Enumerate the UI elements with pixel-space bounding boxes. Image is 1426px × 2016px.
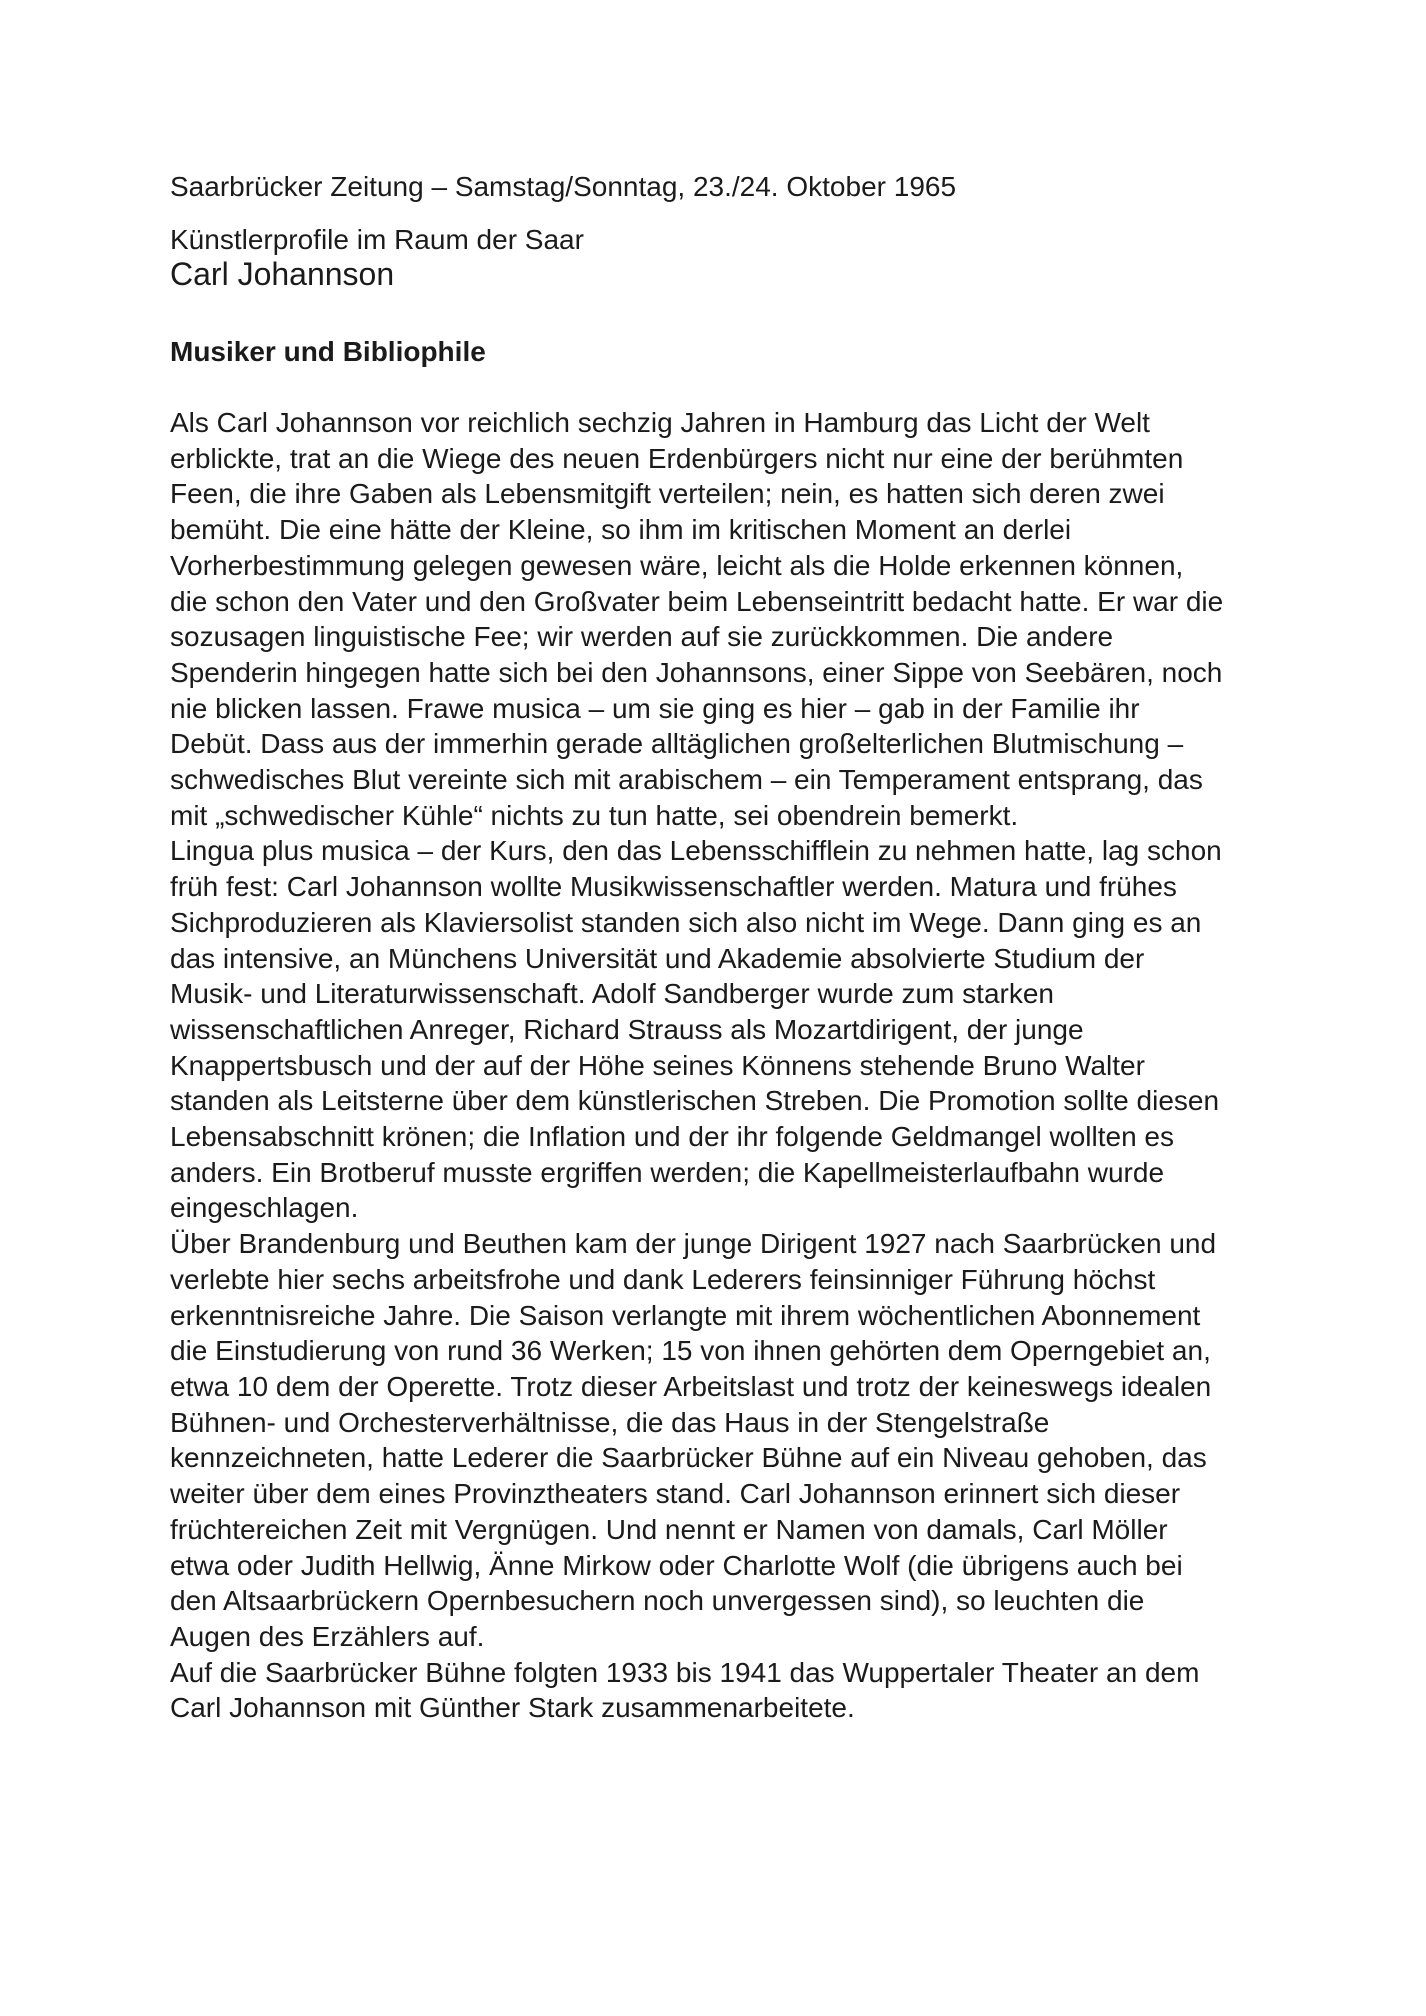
body-line: verlebte hier sechs arbeitsfrohe und dank Lederers feinsinniger Führung höchst [170,1263,1156,1295]
body-line: das intensive, an Münchens Universität und Akademie absolvierte Studium der [170,942,1145,974]
article-title: Carl Johannson [170,256,395,292]
body-line: standen als Leitsterne über dem künstlerischen Streben. Die Promotion sollte diesen [170,1085,1220,1117]
body-line: Vorherbestimmung gelegen gewesen wäre, leicht als die Holde erkennen können, [170,549,1184,581]
body-line: wissenschaftlichen Anreger, Richard Strauss als Mozartdirigent, der junge [170,1013,1084,1045]
body-line: kennzeichneten, hatte Lederer die Saarbrücker Bühne auf ein Niveau gehoben, das [170,1442,1207,1474]
article-body [170,405,1223,1726]
document-header: Saarbrücker Zeitung – Samstag/Sonntag, 23./24. Oktober 1965 [170,171,957,202]
body-line: etwa 10 dem der Operette. Trotz dieser Arbeitslast und trotz der keineswegs idealen [170,1370,1212,1402]
body-line: Carl Johannson mit Günther Stark zusammenarbeitete. [170,1692,855,1724]
body-line: etwa oder Judith Hellwig, Änne Mirkow oder Charlotte Wolf (die übrigens auch bei [170,1549,1183,1581]
body-line: eingeschlagen. [170,1192,359,1224]
body-line: früchtereichen Zeit mit Vergnügen. Und nennt er Namen von damals, Carl Möller [170,1513,1168,1545]
body-line: früh fest: Carl Johannson wollte Musikwissenschaftler werden. Matura und frühes [170,871,1177,903]
body-line: Augen des Erzählers auf. [170,1620,485,1652]
body-line: die Einstudierung von rund 36 Werken; 15 von ihnen gehörten dem Operngebiet an, [170,1335,1211,1367]
body-line: den Altsaarbrückern Opernbesuchern noch unvergessen sind), so leuchten die [170,1585,1145,1617]
body-line: nie blicken lassen. Frawe musica – um sie ging es hier – gab in der Familie ihr [170,692,1140,724]
body-line: Lebensabschnitt krönen; die Inflation und der ihr folgende Geldmangel wollten es [170,1121,1174,1153]
section-heading: Musiker und Bibliophile [170,336,486,367]
body-line: Musik- und Literaturwissenschaft. Adolf Sandberger wurde zum starken [170,978,1054,1010]
body-line: Als Carl Johannson vor reichlich sechzig Jahren in Hamburg das Licht der Welt [170,407,1150,438]
body-line: schwedisches Blut vereinte sich mit arabischem – ein Temperament entsprang, das [170,764,1203,796]
body-line: Auf die Saarbrücker Bühne folgten 1933 bis 1941 das Wuppertaler Theater an dem [170,1656,1200,1688]
body-line: weiter über dem eines Provinztheaters stand. Carl Johannson erinnert sich dieser [170,1478,1181,1510]
body-line: Lingua plus musica – der Kurs, den das Lebensschifflein zu nehmen hatte, lag schon [170,835,1222,867]
series-title: Künstlerprofile im Raum der Saar [170,224,584,255]
body-line: mit „schwedischer Kühle“ nichts zu tun hatte, sei obendrein bemerkt. [170,799,1019,831]
body-line: anders. Ein Brotberuf musste ergriffen werden; die Kapellmeisterlaufbahn wurde [170,1156,1165,1188]
body-line: Feen, die ihre Gaben als Lebensmitgift verteilen; nein, es hatten sich deren zwei [170,478,1165,510]
body-line: die schon den Vater und den Großvater beim Lebenseintritt bedacht hatte. Er war die [170,585,1224,617]
body-line: Bühnen- und Orchesterverhältnisse, die das Haus in der Stengelstraße [170,1406,1050,1438]
body-line: sozusagen linguistische Fee; wir werden auf sie zurückkommen. Die andere [170,621,1114,653]
body-line: erkenntnisreiche Jahre. Die Saison verlangte mit ihrem wöchentlichen Abonnement [170,1299,1201,1331]
body-line: Sichproduzieren als Klaviersolist standen sich also nicht im Wege. Dann ging es an [170,906,1202,938]
body-line: Spenderin hingegen hatte sich bei den Johannsons, einer Sippe von Seebären, noch [170,656,1223,688]
body-line: Knappertsbusch und der auf der Höhe seines Könnens stehende Bruno Walter [170,1049,1145,1081]
body-line: bemüht. Die eine hätte der Kleine, so ihm im kritischen Moment an derlei [170,514,1072,546]
body-line: erblickte, trat an die Wiege des neuen Erdenbürgers nicht nur eine der berühmten [170,442,1184,474]
body-line: Debüt. Dass aus der immerhin gerade alltäglichen großelterlichen Blutmischung – [170,728,1184,760]
body-line: Über Brandenburg und Beuthen kam der junge Dirigent 1927 nach Saarbrücken und [170,1228,1217,1260]
